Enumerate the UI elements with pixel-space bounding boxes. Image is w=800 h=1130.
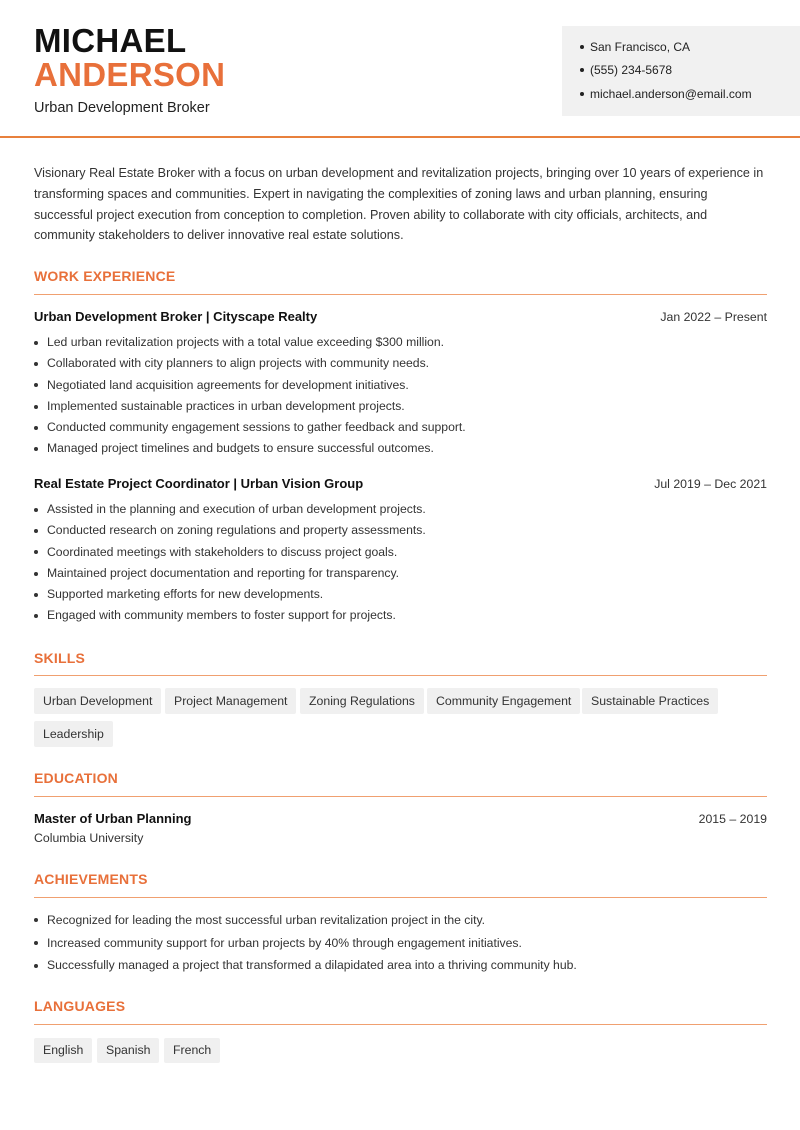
- job-bullets-1: [34, 332, 466, 460]
- bullet-icon: [34, 918, 38, 922]
- bullet-icon: [34, 508, 38, 512]
- section-divider: [34, 796, 767, 797]
- list-item: Managed project timelines and budgets to ensure successful outcomes.: [34, 438, 466, 459]
- section-title-achievements: ACHIEVEMENTS: [34, 871, 148, 887]
- first-name: MICHAEL: [34, 22, 187, 59]
- language-chip: Spanish: [97, 1038, 159, 1063]
- list-item: Conducted community engagement sessions to gather feedback and support.: [34, 417, 466, 438]
- job-dates-1: Jan 2022 – Present: [660, 310, 767, 324]
- job-dates-2: Jul 2019 – Dec 2021: [654, 477, 767, 491]
- contact-location: [580, 40, 690, 54]
- email-text[interactable]: michael.anderson@email.com: [590, 87, 752, 101]
- section-title-work: WORK EXPERIENCE: [34, 268, 176, 284]
- skill-chip: Sustainable Practices: [582, 688, 718, 714]
- job-title-1: Urban Development Broker | Cityscape Realty: [34, 309, 318, 324]
- bullet-icon: [34, 341, 38, 345]
- contact-box: [562, 26, 800, 116]
- list-item: Engaged with community members to foster support for projects.: [34, 605, 426, 626]
- skill-chip: Project Management: [165, 688, 296, 714]
- contact-email[interactable]: [580, 87, 752, 101]
- list-item: Maintained project documentation and reporting for transparency.: [34, 563, 426, 584]
- section-divider: [34, 294, 767, 295]
- bullet-icon: [580, 92, 584, 96]
- bullet-icon: [34, 426, 38, 430]
- skill-chip: Community Engagement: [427, 688, 580, 714]
- job-title-2: Real Estate Project Coordinator | Urban Vision Group: [34, 476, 364, 491]
- list-item: Increased community support for urban projects by 40% through engagement initiatives.: [34, 932, 577, 955]
- list-item: Coordinated meetings with stakeholders to discuss project goals.: [34, 542, 426, 563]
- list-item: Conducted research on zoning regulations and property assessments.: [34, 520, 426, 541]
- list-item: Assisted in the planning and execution of urban development projects.: [34, 499, 426, 520]
- bullet-icon: [34, 405, 38, 409]
- skill-chip: Urban Development: [34, 688, 161, 714]
- bullet-icon: [34, 941, 38, 945]
- bullet-icon: [34, 964, 38, 968]
- job-bullets-2: [34, 499, 426, 627]
- bullet-icon: [34, 593, 38, 597]
- list-item: Collaborated with city planners to align projects with community needs.: [34, 353, 466, 374]
- section-divider: [34, 897, 767, 898]
- phone-text: (555) 234-5678: [590, 63, 673, 77]
- education-dates: 2015 – 2019: [698, 812, 767, 826]
- section-divider: [34, 675, 767, 676]
- bullet-icon: [34, 383, 38, 387]
- list-item: Implemented sustainable practices in urban development projects.: [34, 396, 466, 417]
- bullet-icon: [34, 550, 38, 554]
- section-divider: [34, 1024, 767, 1025]
- summary-paragraph: Visionary Real Estate Broker with a focus on urban development and revitalization projects, bringing over 10 years of experience in transforming spaces and communities. Expert in navigating the complexities of zoning laws and urban planning, ensuring successful project execution from conception to completion. Proven ability to collaborate with city officials, architects, and community stakeholders to deliver innovative real estate solutions.: [34, 166, 764, 243]
- list-item: Supported marketing efforts for new developments.: [34, 584, 426, 605]
- section-title-skills: SKILLS: [34, 650, 85, 666]
- resume-header: [0, 0, 800, 138]
- skill-chip: Leadership: [34, 721, 113, 747]
- bullet-icon: [34, 614, 38, 618]
- skill-chip: Zoning Regulations: [300, 688, 424, 714]
- bullet-icon: [34, 362, 38, 366]
- list-item: Negotiated land acquisition agreements for development initiatives.: [34, 375, 466, 396]
- achievement-list: [34, 909, 577, 977]
- language-chip: French: [164, 1038, 220, 1063]
- list-item: Led urban revitalization projects with a total value exceeding $300 million.: [34, 332, 466, 353]
- job-headline: Urban Development Broker: [34, 100, 210, 116]
- bullet-icon: [580, 45, 584, 49]
- bullet-icon: [34, 572, 38, 576]
- section-title-education: EDUCATION: [34, 770, 118, 786]
- bullet-icon: [34, 529, 38, 533]
- section-title-languages: LANGUAGES: [34, 998, 126, 1014]
- list-item: Successfully managed a project that transformed a dilapidated area into a thriving community hub.: [34, 954, 577, 977]
- last-name: ANDERSON: [34, 56, 226, 93]
- education-school: Columbia University: [34, 831, 144, 845]
- bullet-icon: [580, 68, 584, 72]
- list-item: Recognized for leading the most successful urban revitalization project in the city.: [34, 909, 577, 932]
- contact-phone: [580, 63, 672, 77]
- location-text: San Francisco, CA: [590, 40, 691, 54]
- bullet-icon: [34, 447, 38, 451]
- education-degree: Master of Urban Planning: [34, 811, 192, 826]
- language-chip: English: [34, 1038, 92, 1063]
